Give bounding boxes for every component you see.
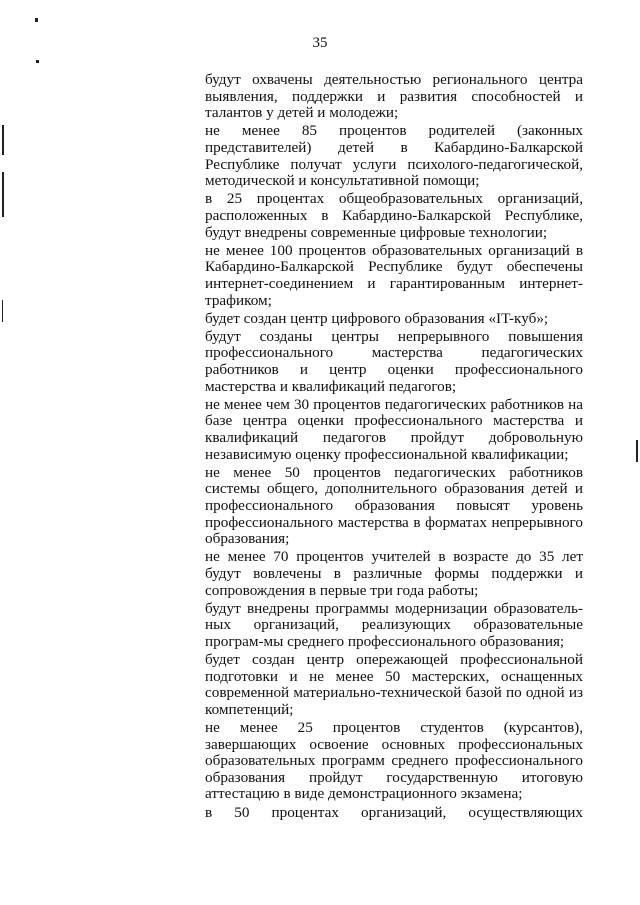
scan-mark [36,60,39,63]
paragraph: будет создан центр опережающей профессиональной подготовки и не менее 50 мастерских, оснащенных современной материально-технической базой по одной из компетенций; [205,651,583,718]
paragraph: не менее 100 процентов образовательных организаций в Кабардино-Балкарской Республике будут обеспечены интернет-соединением и гарантированным интернет-трафиком; [205,241,583,309]
scan-mark [636,440,638,462]
paragraph: будут созданы центры непрерывного повышения профессионального мастерства педагогических работников и центр оценки профессионального мастерства и квалификаций педагогов; [205,327,583,395]
paragraph: будут внедрены программы модернизации образователь-ных организаций, реализующих образовательные програм-мы среднего профессионального образования; [205,599,583,650]
paragraph: не менее 25 процентов студентов (курсантов), завершающих освоение основных профессиональных образовательных программ среднего профессионального образования пройдут государственную итоговую аттестацию в виде демонстрационного экзамена; [205,719,583,803]
paragraph: не менее 85 процентов родителей (законных представителей) детей в Кабардино-Балкарской Республике получат услуги психолого-педагогической, методической и консультативной помощи; [205,122,583,190]
scan-mark [2,300,3,322]
page-number: 35 [312,35,328,51]
paragraph: в 25 процентах общеобразовательных организаций, расположенных в Кабардино-Балкарской Республике, будут внедрены современные цифровые технологии; [205,190,583,241]
paragraph: в 50 процентах организаций, осуществляющих [205,803,583,821]
scan-mark [2,172,4,217]
paragraph: не менее 70 процентов учителей в возрасте до 35 лет будут вовлечены в различные формы поддержки и сопровождения в первые три года работы; [205,548,583,599]
document-body [205,72,583,823]
paragraph: будет создан центр цифрового образования «IT-куб»; [205,309,549,327]
scan-mark [2,125,4,155]
paragraph: не менее 50 процентов педагогических работников системы общего, дополнительного образования детей и профессионального образования повысят уровень профессионального мастерства в форматах непрерывного образования; [205,463,583,548]
scan-mark [35,18,38,22]
paragraph: будут охвачены деятельностью регионального центра выявления, поддержки и развития способностей и талантов у детей и молодежи; [205,71,583,122]
paragraph: не менее чем 30 процентов педагогических работников на базе центра оценки профессионального мастерства и квалификаций педагогов пройдут добровольную независимую оценку профессиональной квалификации; [205,395,583,463]
